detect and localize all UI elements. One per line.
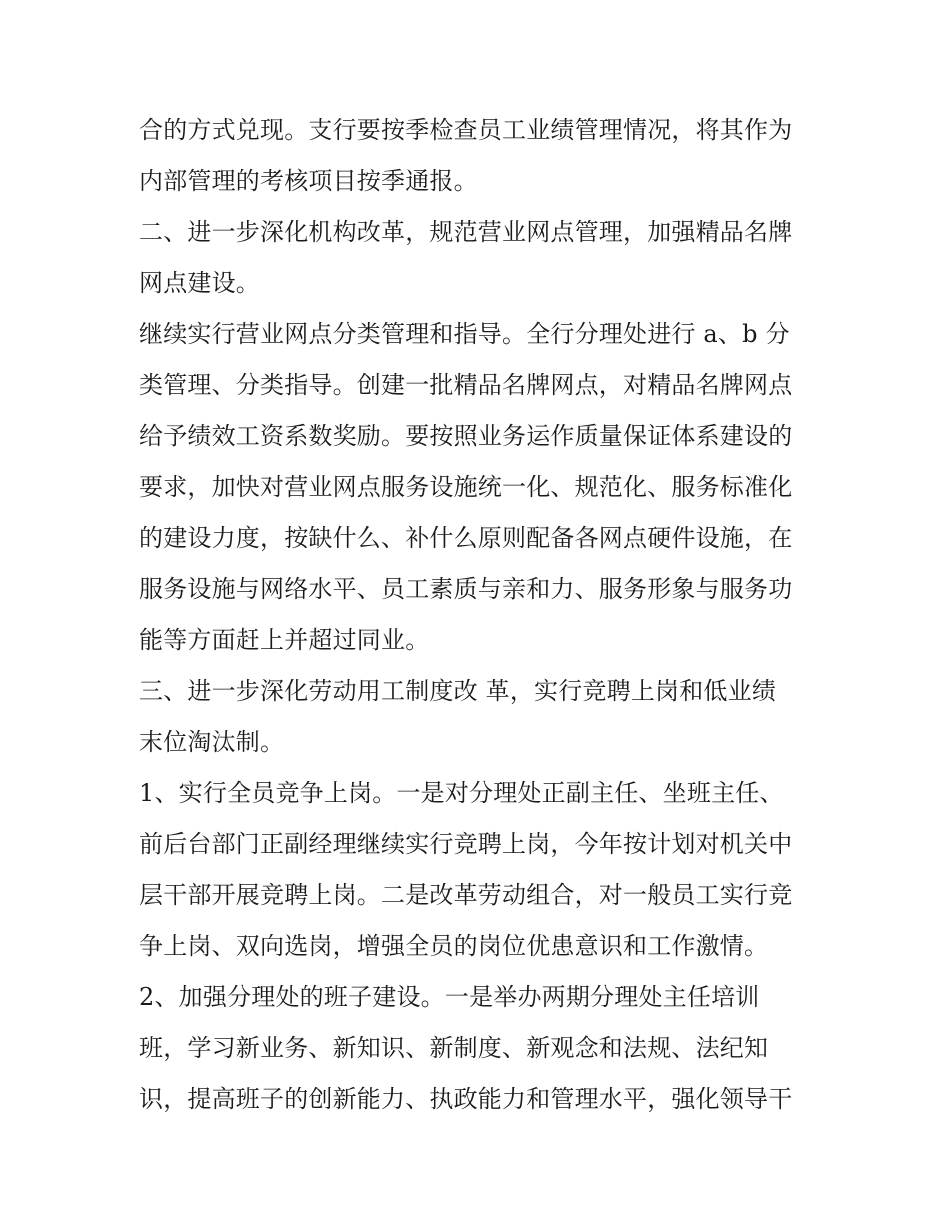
text-line: 要求，加快对营业网点服务设施统一化、规范化、服务标准化: [139, 473, 793, 501]
text-line: 的建设力度，按缺什么、补什么原则配备各网点硬件设施，在: [139, 524, 793, 552]
text-line: 前后台部门正副经理继续实行竞聘上岗，今年按计划对机关中: [139, 830, 793, 858]
text-line: 继续实行营业网点分类管理和指导。全行分理处进行 a、b 分: [139, 320, 790, 348]
text-line: 1、实行全员竞争上岗。一是对分理处正副主任、坐班主任、: [139, 779, 784, 807]
text-line: 服务设施与网络水平、员工素质与亲和力、服务形象与服务功: [139, 575, 793, 603]
text-line: 识，提高班子的创新能力、执政能力和管理水平，强化领导干: [139, 1085, 793, 1113]
text-line: 班，学习新业务、新知识、新制度、新观念和法规、法纪知: [139, 1034, 769, 1062]
section-heading: 二、进一步深化机构改革，规范营业网点管理，加强精品名牌: [139, 218, 793, 246]
text-line: 争上岗、双向选岗，增强全员的岗位优患意识和工作激情。: [139, 932, 769, 960]
text-line: 内部管理的考核项目按季通报。: [139, 167, 478, 195]
section-heading: 末位淘汰制。: [139, 728, 285, 756]
text-line: 能等方面赶上并超过同业。: [139, 626, 430, 654]
text-line: 合的方式兑现。支行要按季检查员工业绩管理情况，将其作为: [139, 116, 793, 144]
text-line: 给予绩效工资系数奖励。要按照业务运作质量保证体系建设的: [139, 422, 793, 450]
section-heading: 网点建设。: [139, 269, 260, 297]
text-line: 层干部开展竞聘上岗。二是改革劳动组合，对一般员工实行竞: [139, 881, 793, 909]
document-body: [139, 110, 819, 1130]
text-line: 2、加强分理处的班子建设。一是举办两期分理处主任培训: [139, 983, 760, 1011]
section-heading: 三、进一步深化劳动用工制度改 革，实行竞聘上岗和低业绩: [139, 677, 777, 705]
text-line: 类管理、分类指导。创建一批精品名牌网点，对精品名牌网点: [139, 371, 793, 399]
